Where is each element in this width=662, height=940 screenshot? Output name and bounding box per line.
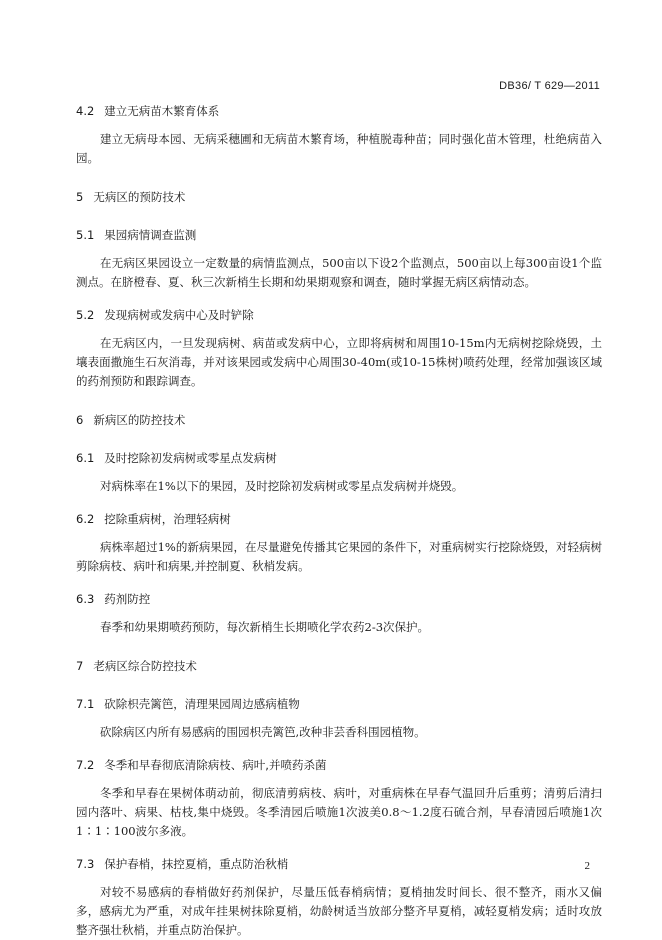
section-title: 无病区的预防技术 [93, 190, 186, 204]
heading-6-3 [76, 590, 602, 608]
section-number: 5.1 [76, 228, 95, 242]
paragraph-5-1: 在无病区果园设立一定数量的病情监测点，500亩以下设2个监测点，500亩以上每300亩设1个监测点。在脐橙春、夏、秋三次新梢生长期和幼果期观察和调查，随时掌握无病区病情动态。 [76, 256, 602, 289]
document-body [76, 102, 602, 940]
section-title: 及时挖除初发病树或零星点发病树 [104, 451, 277, 465]
heading-4-2 [76, 102, 602, 120]
section-number: 4.2 [76, 104, 95, 118]
section-number: 6.2 [76, 512, 95, 526]
heading-7 [76, 657, 602, 675]
section-number: 7.2 [76, 758, 95, 772]
section-title: 老病区综合防控技术 [93, 659, 197, 673]
section-title: 发现病树或发病中心及时铲除 [104, 308, 254, 322]
heading-7-1 [76, 695, 602, 713]
heading-6-1 [76, 449, 602, 467]
paragraph-7-2: 冬季和早春在果树体萌动前，彻底清剪病枝、病叶，对重病株在早春气温回升后重剪；清剪后清扫园内落叶、病果、枯枝,集中烧毁。冬季清园后喷施1次波美0.8～1.2度石硫合剂，早春清园后喷施1次1∶1∶100波尔多液。 [76, 786, 602, 838]
section-title: 建立无病苗木繁育体系 [104, 104, 220, 118]
paragraph-5-2: 在无病区内，一旦发现病树、病苗或发病中心，立即将病树和周围10-15m内无病树挖除烧毁，土壤表面撒施生石灰消毒，并对该果园或发病中心周围30-40m(或10-15株树)喷药处理，经常加强该区域的药剂预防和跟踪调查。 [76, 336, 602, 388]
paragraph-6-1: 对病株率在1%以下的果园，及时挖除初发病树或零星点发病树并烧毁。 [100, 479, 464, 493]
heading-5-1 [76, 226, 602, 244]
heading-6 [76, 411, 602, 429]
paragraph-4-2: 建立无病母本园、无病采穗圃和无病苗木繁育场，种植脱毒种苗；同时强化苗木管理，杜绝病苗入园。 [76, 132, 602, 165]
section-title: 挖除重病树，治理轻病树 [104, 512, 231, 526]
section-number: 5 [76, 190, 84, 204]
section-number: 6.3 [76, 592, 95, 606]
section-title: 果园病情调查监测 [104, 228, 197, 242]
heading-5-2 [76, 306, 602, 324]
section-title: 冬季和早春彻底清除病枝、病叶,并喷药杀菌 [104, 758, 327, 772]
section-title: 新病区的防控技术 [93, 413, 186, 427]
heading-6-2 [76, 510, 602, 528]
paragraph-6-2: 病株率超过1%的新病果园，在尽量避免传播其它果园的条件下，对重病树实行挖除烧毁，对轻病树剪除病枝、病叶和病果,并控制夏、秋梢发病。 [76, 540, 602, 573]
section-number: 7.3 [76, 857, 95, 871]
paragraph-7-1: 砍除病区内所有易感病的围园枳壳篱笆,改种非芸香科围园植物。 [100, 725, 426, 739]
heading-7-3 [76, 855, 602, 873]
section-number: 7.1 [76, 697, 95, 711]
section-number: 6.1 [76, 451, 95, 465]
heading-7-2 [76, 756, 602, 774]
section-title: 砍除枳壳篱笆，清理果园周边感病植物 [104, 697, 300, 711]
heading-5 [76, 188, 602, 206]
section-title: 保护春梢，抹控夏梢，重点防治秋梢 [104, 857, 289, 871]
section-number: 5.2 [76, 308, 95, 322]
section-number: 7 [76, 659, 84, 673]
page-number: 2 [584, 860, 590, 872]
paragraph-7-3: 对较不易感病的春梢做好药剂保护，尽量压低春梢病情；夏梢抽发时间长、很不整齐，雨水又偏多，感病尤为严重，对成年挂果树抹除夏梢，幼龄树适当放部分整齐早夏梢，减轻夏梢发病；适时攻放整齐强壮秋梢，并重点防治保护。 [76, 885, 602, 937]
section-title: 药剂防控 [104, 592, 151, 606]
section-number: 6 [76, 413, 84, 427]
standard-code-header: DB36/ T 629—2011 [499, 80, 600, 92]
paragraph-6-3: 春季和幼果期喷药预防，每次新梢生长期喷化学农药2-3次保护。 [100, 620, 430, 634]
